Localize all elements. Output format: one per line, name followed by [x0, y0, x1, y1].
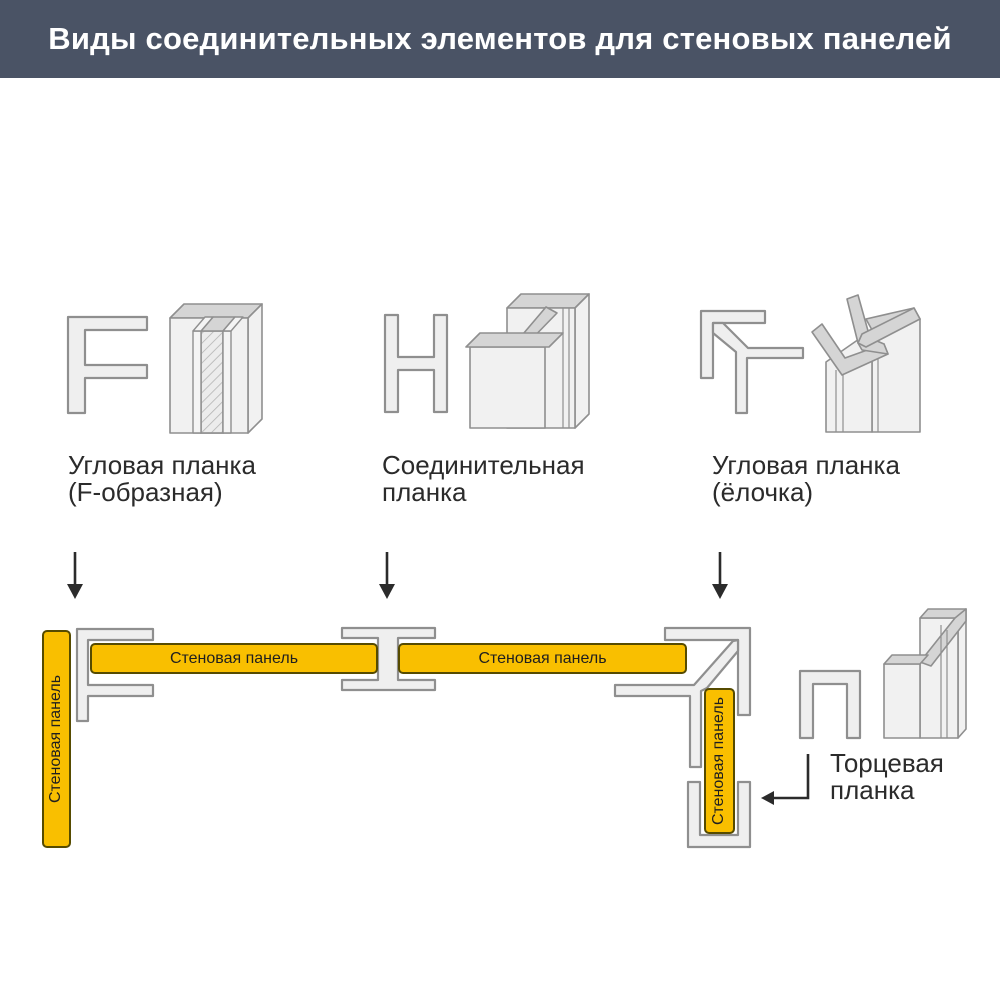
label-line: планка [382, 477, 467, 507]
page-title: Виды соединительных элементов для стеновых панелей [48, 21, 952, 56]
down-arrow-icon [712, 552, 728, 599]
wall-panel-horizontal-2 [398, 643, 687, 674]
h-profile-3d-icon [466, 294, 589, 428]
herringbone-profile-3d-icon [812, 295, 920, 432]
label-line: Соединительная [382, 450, 585, 480]
endcap-profile-3d-icon [884, 609, 966, 738]
label-h-strip [382, 452, 585, 506]
wall-panel-vertical-right [704, 688, 735, 834]
herringbone-profile-outline-icon [701, 311, 803, 413]
endcap-profile-outline-icon [800, 671, 860, 738]
wall-panel-horizontal-1 [90, 643, 378, 674]
label-line: (F-образная) [68, 477, 223, 507]
down-arrow-icon [379, 552, 395, 599]
label-endcap-strip [830, 750, 944, 804]
label-line: планка [830, 775, 915, 805]
wall-panel-label: Стеновая панель [169, 649, 299, 667]
label-herringbone-strip [712, 452, 900, 506]
wall-panel-label: Стеновая панель [478, 649, 607, 667]
label-line: Угловая планка [712, 450, 900, 480]
elbow-arrow-icon [761, 754, 808, 805]
wall-panel-label: Стеновая панель [47, 674, 65, 804]
f-profile-outline-icon [68, 317, 147, 413]
down-arrow-icon [67, 552, 83, 599]
wall-panel-vertical-left [42, 630, 71, 848]
f-profile-3d-icon [170, 304, 262, 433]
label-line: Торцевая [830, 748, 944, 778]
label-line: (ёлочка) [712, 477, 814, 507]
wall-panel-label: Стеновая панель [710, 696, 728, 826]
label-f-strip [68, 452, 256, 506]
label-line: Угловая планка [68, 450, 256, 480]
h-profile-outline-icon [385, 315, 447, 412]
